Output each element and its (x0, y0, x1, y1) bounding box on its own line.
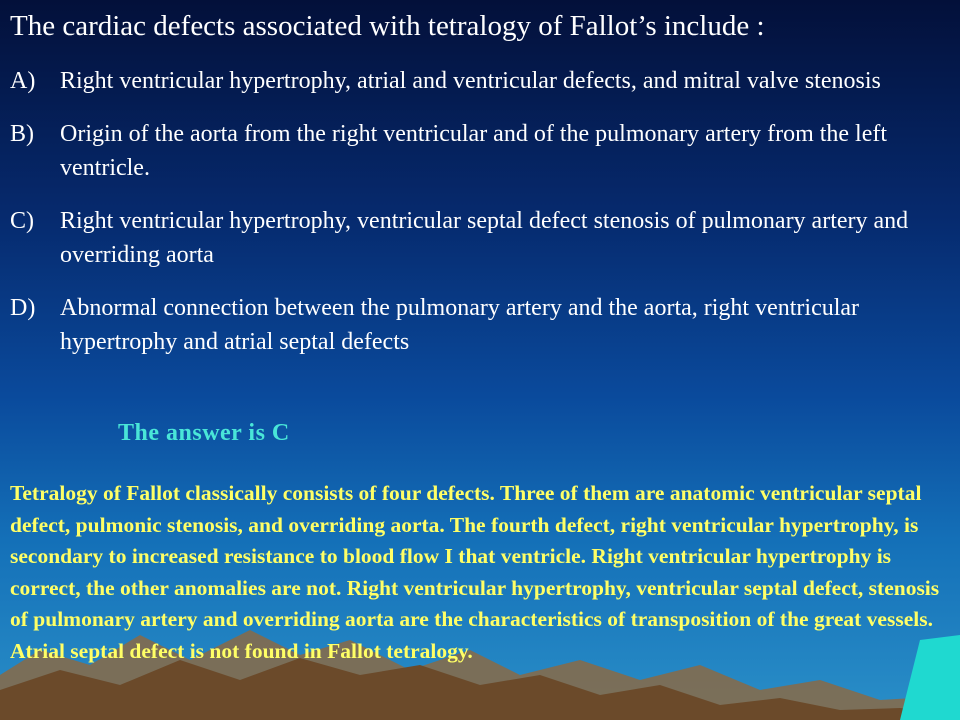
option-letter: B) (10, 121, 34, 147)
question-title: The cardiac defects associated with tetralogy of Fallot’s include : (10, 10, 765, 42)
option-letter: A) (10, 68, 36, 94)
option-text: Right ventricular hypertrophy, ventricular septal defect stenosis of pulmonary artery and overriding aorta (60, 208, 909, 268)
option-c[interactable] (10, 204, 930, 272)
answer-statement: The answer is C (118, 420, 290, 446)
option-b[interactable] (10, 117, 930, 185)
option-text: Right ventricular hypertrophy, atrial and ventricular defects, and mitral valve stenosis (60, 68, 881, 94)
explanation-paragraph: Tetralogy of Fallot classically consists of four defects. Three of them are anatomic ventricular septal defect, pulmonic stenosis, and overriding aorta. The fourth defect, right ventricular hypertrophy, is secondary to increased resistance to blood flow I that ventricle. Right ventricular hypertrophy is correct, the other anomalies are not. Right ventricular hypertrophy, ventricular septal defect, stenosis of pulmonary artery and overriding aorta are the characteristics of transposition of the great vessels. Atrial septal defect is not found in Fallot tetralogy. (10, 481, 940, 663)
option-letter: C) (10, 208, 34, 234)
answer-options-list (10, 64, 930, 378)
option-text: Origin of the aorta from the right ventricular and of the pulmonary artery from the left ventricle. (60, 121, 888, 181)
option-d[interactable] (10, 291, 930, 359)
option-a[interactable] (10, 64, 930, 98)
option-letter: D) (10, 295, 36, 321)
option-text: Abnormal connection between the pulmonary artery and the aorta, right ventricular hypertrophy and atrial septal defects (60, 295, 860, 355)
